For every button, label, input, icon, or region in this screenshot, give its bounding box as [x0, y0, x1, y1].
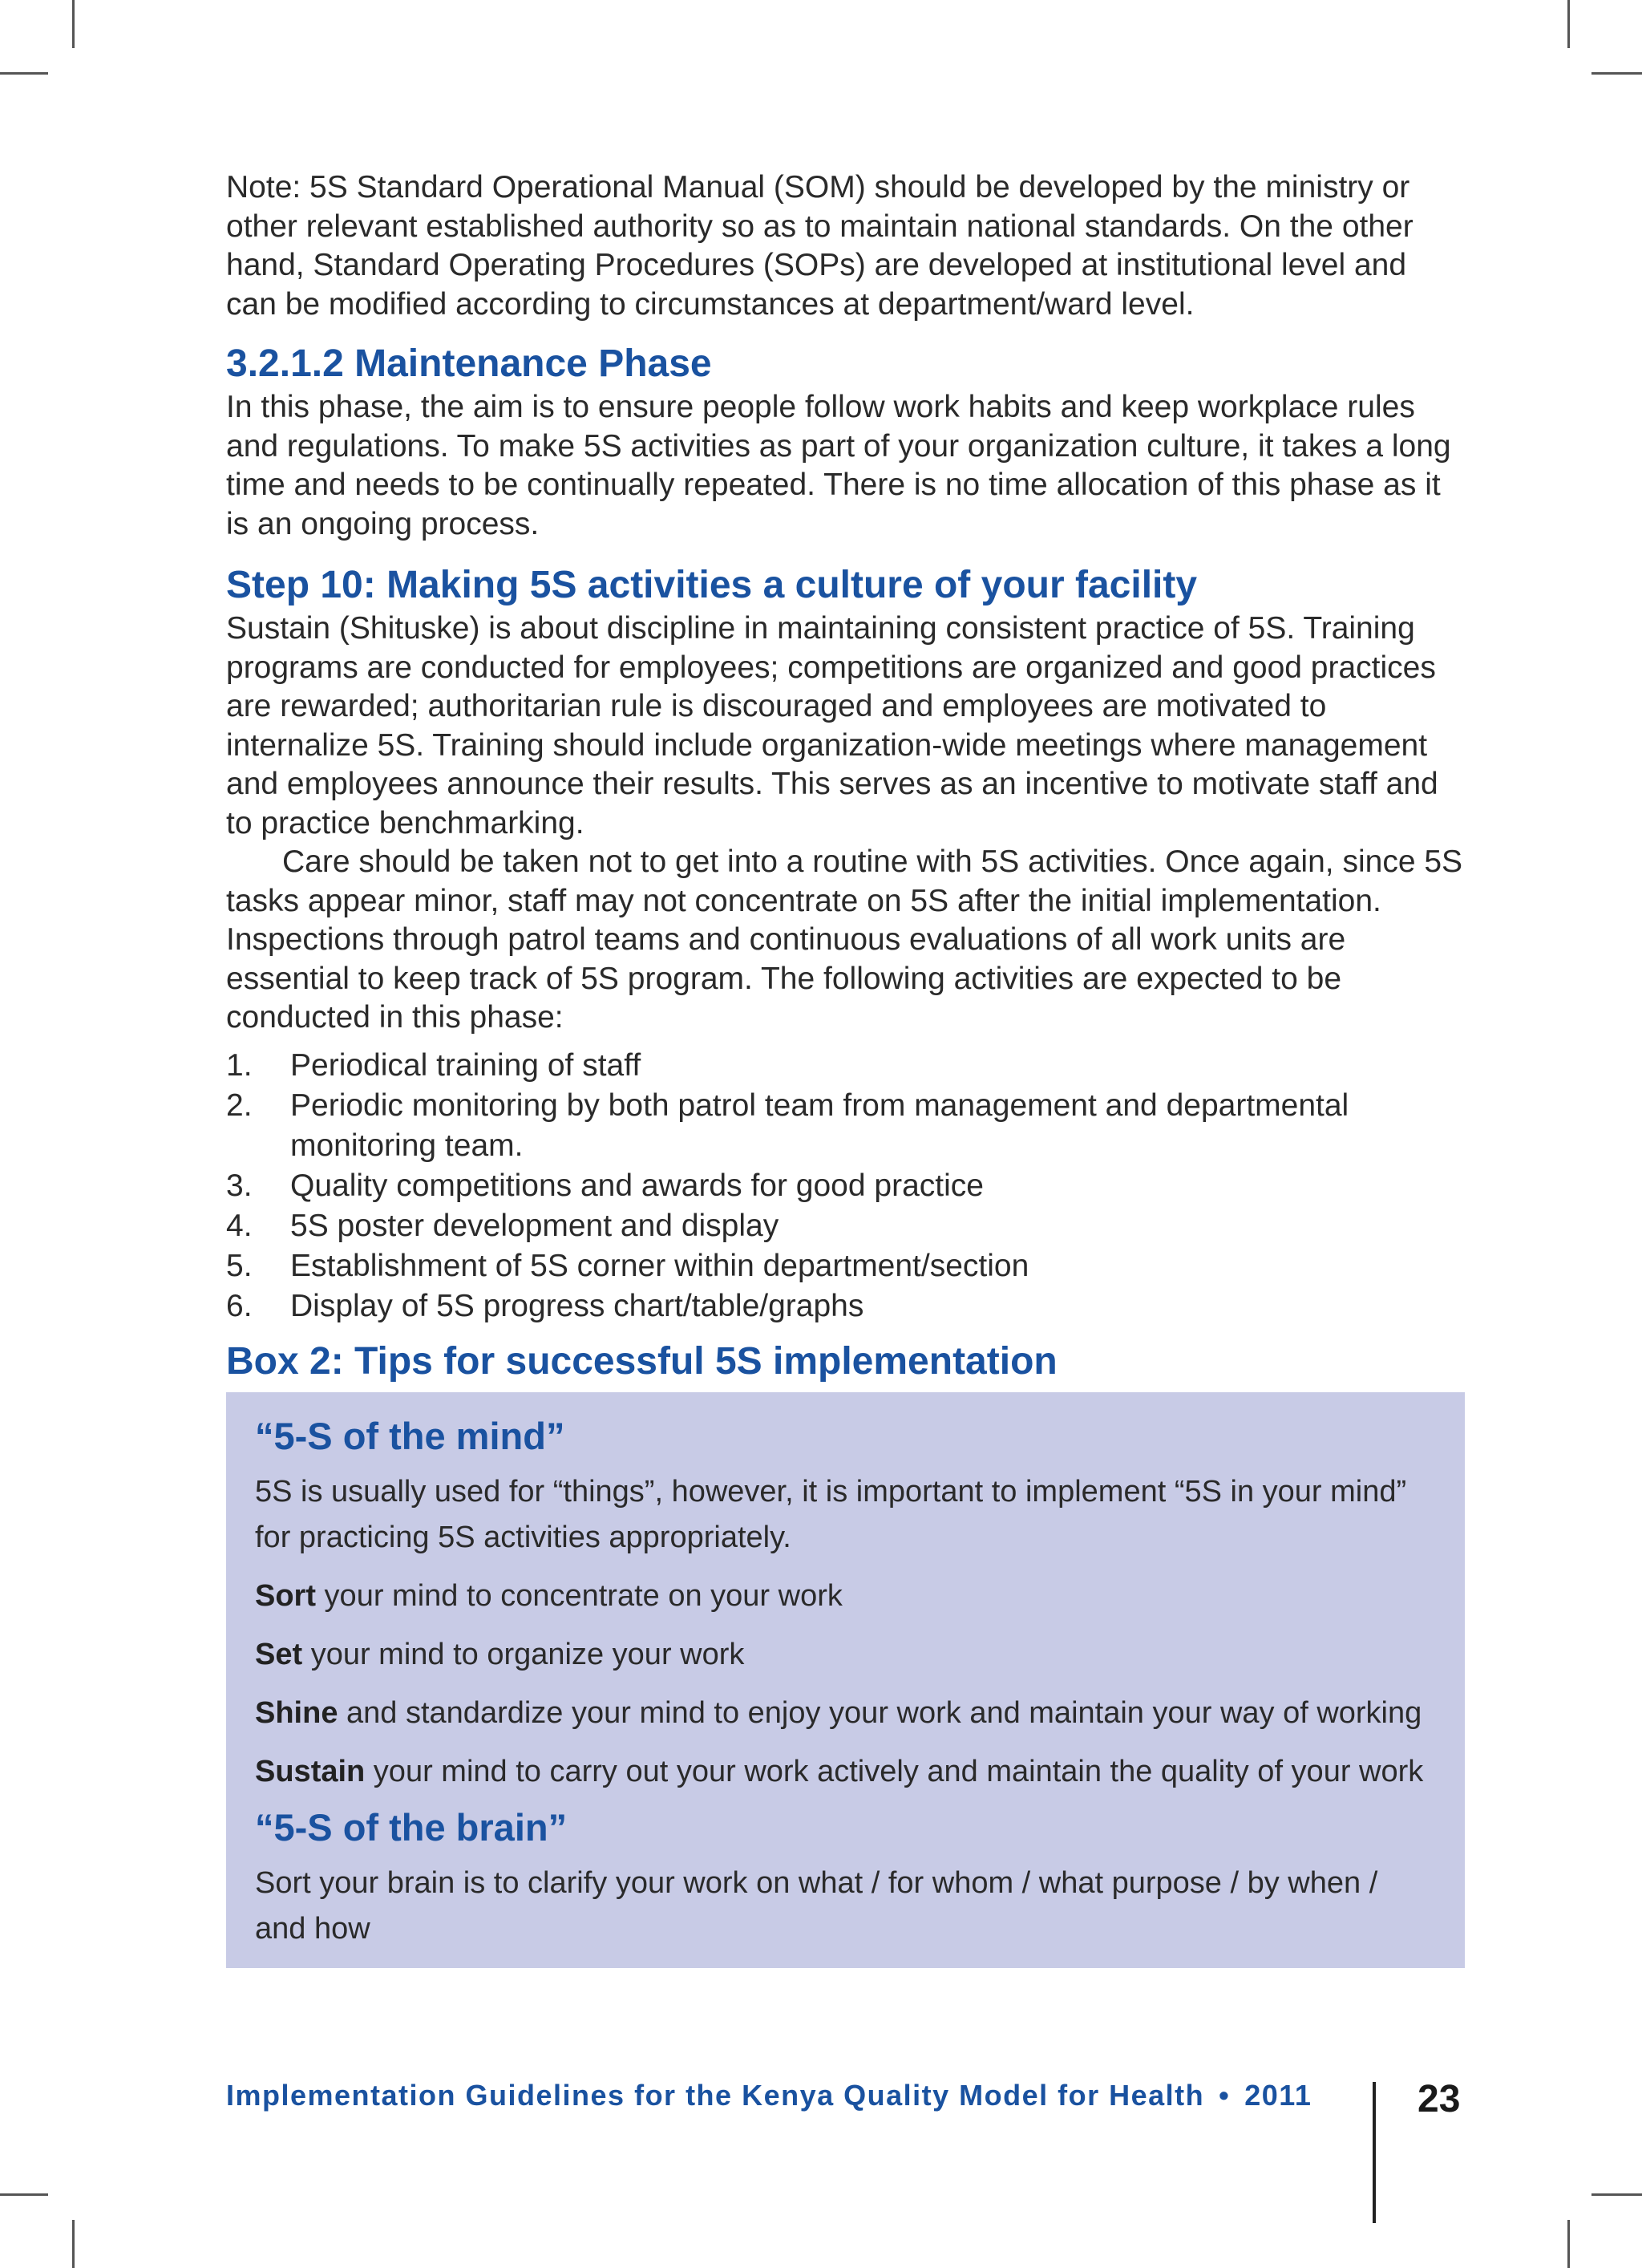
crop-mark — [0, 72, 48, 75]
mind-item-keyword: Sort — [255, 1578, 316, 1613]
footer-bullet: • — [1219, 2079, 1231, 2112]
mind-item — [255, 1573, 1436, 1619]
list-item-text: Periodic monitoring by both patrol team from management and departmental monitoring team. — [290, 1087, 1349, 1163]
mind-item-text: and standardize your mind to enjoy your work and maintain your way of working — [338, 1695, 1422, 1730]
list-item-number: 5. — [226, 1248, 253, 1283]
mind-item-text: your mind to concentrate on your work — [316, 1578, 843, 1613]
mind-item — [255, 1691, 1436, 1736]
crop-mark — [0, 2193, 48, 2196]
mind-item — [255, 1632, 1436, 1678]
list-item — [226, 1286, 1465, 1326]
footer-divider — [1373, 2082, 1376, 2223]
page-number: 23 — [1418, 2078, 1461, 2120]
footer-title — [226, 2079, 1312, 2112]
list-item — [226, 1086, 1465, 1166]
brain-text: Sort your brain is to clarify your work on what / for whom / what purpose / by when / and how — [255, 1865, 1378, 1946]
list-item-number: 2. — [226, 1087, 253, 1123]
crop-mark — [1591, 2193, 1642, 2196]
mind-heading: “5-S of the mind” — [255, 1414, 565, 1457]
activities-list — [226, 1046, 1465, 1326]
footer-year: 2011 — [1244, 2079, 1312, 2112]
page-content — [226, 168, 1465, 1968]
footer-publication-title: Implementation Guidelines for the Kenya Quality Model for Health — [226, 2079, 1205, 2112]
list-item — [226, 1046, 1465, 1086]
mind-item-text: your mind to carry out your work actively and maintain the quality of your work — [365, 1754, 1424, 1788]
step10-paragraph-2: Care should be taken not to get into a routine with 5S activities. Once again, since 5S tasks appear minor, staff may not concentrate on 5S after the initial implementation. Inspections through patrol teams and continuous evaluations of all work units are essential to keep track of 5S program. The following activities are expected to be conducted in this phase: — [226, 844, 1463, 1035]
list-item-number: 1. — [226, 1047, 253, 1083]
mind-item-keyword: Shine — [255, 1695, 338, 1730]
list-item-text: Establishment of 5S corner within department/section — [290, 1248, 1029, 1283]
list-item-number: 3. — [226, 1168, 253, 1203]
list-item — [226, 1246, 1465, 1286]
crop-mark — [72, 2220, 75, 2268]
crop-mark — [72, 0, 75, 48]
crop-mark — [1567, 2220, 1570, 2268]
mind-intro: 5S is usually used for “things”, however, it is important to implement “5S in your mind” for practicing 5S activities appropriately. — [255, 1474, 1407, 1554]
list-item-text: Periodical training of staff — [290, 1047, 641, 1083]
list-item-number: 6. — [226, 1288, 253, 1323]
list-item — [226, 1206, 1465, 1246]
tips-box — [226, 1392, 1465, 1968]
note-paragraph: Note: 5S Standard Operational Manual (SOM) should be developed by the ministry or other relevant established authority so as to maintain national standards. On the other hand, Standard Operating Procedures (SOPs) are developed at institutional level and can be modified according to circumstances at department/ward level. — [226, 170, 1413, 322]
step10-heading: Step 10: Making 5S activities a culture of your facility — [226, 564, 1198, 606]
crop-mark — [1591, 72, 1642, 75]
maintenance-paragraph: In this phase, the aim is to ensure people follow work habits and keep workplace rules and regulations. To make 5S activities as part of your organization culture, it takes a long time and needs to be continually repeated. There is no time allocation of this phase as it is an ongoing process. — [226, 390, 1451, 541]
mind-item-keyword: Sustain — [255, 1754, 366, 1788]
mind-item — [255, 1749, 1436, 1795]
list-item-text: Display of 5S progress chart/table/graphs — [290, 1288, 864, 1323]
list-item-text: 5S poster development and display — [290, 1208, 779, 1243]
list-item — [226, 1166, 1465, 1206]
mind-item-keyword: Set — [255, 1637, 303, 1671]
maintenance-heading: 3.2.1.2 Maintenance Phase — [226, 342, 712, 385]
box-heading: Box 2: Tips for successful 5S implementation — [226, 1339, 1058, 1383]
mind-item-text: your mind to organize your work — [302, 1637, 745, 1671]
crop-mark — [1567, 0, 1570, 48]
list-item-text: Quality competitions and awards for good practice — [290, 1168, 984, 1203]
brain-heading: “5-S of the brain” — [255, 1805, 568, 1849]
step10-paragraph-1: Sustain (Shituske) is about discipline in maintaining consistent practice of 5S. Training programs are conducted for employees; competitions are organized and good practices are rewarded; authoritarian rule is discouraged and employees are motivated to internalize 5S. Training should include organization-wide meetings where management and employees announce their results. This serves as an incentive to motivate staff and to practice benchmarking. — [226, 611, 1438, 840]
list-item-number: 4. — [226, 1208, 253, 1243]
